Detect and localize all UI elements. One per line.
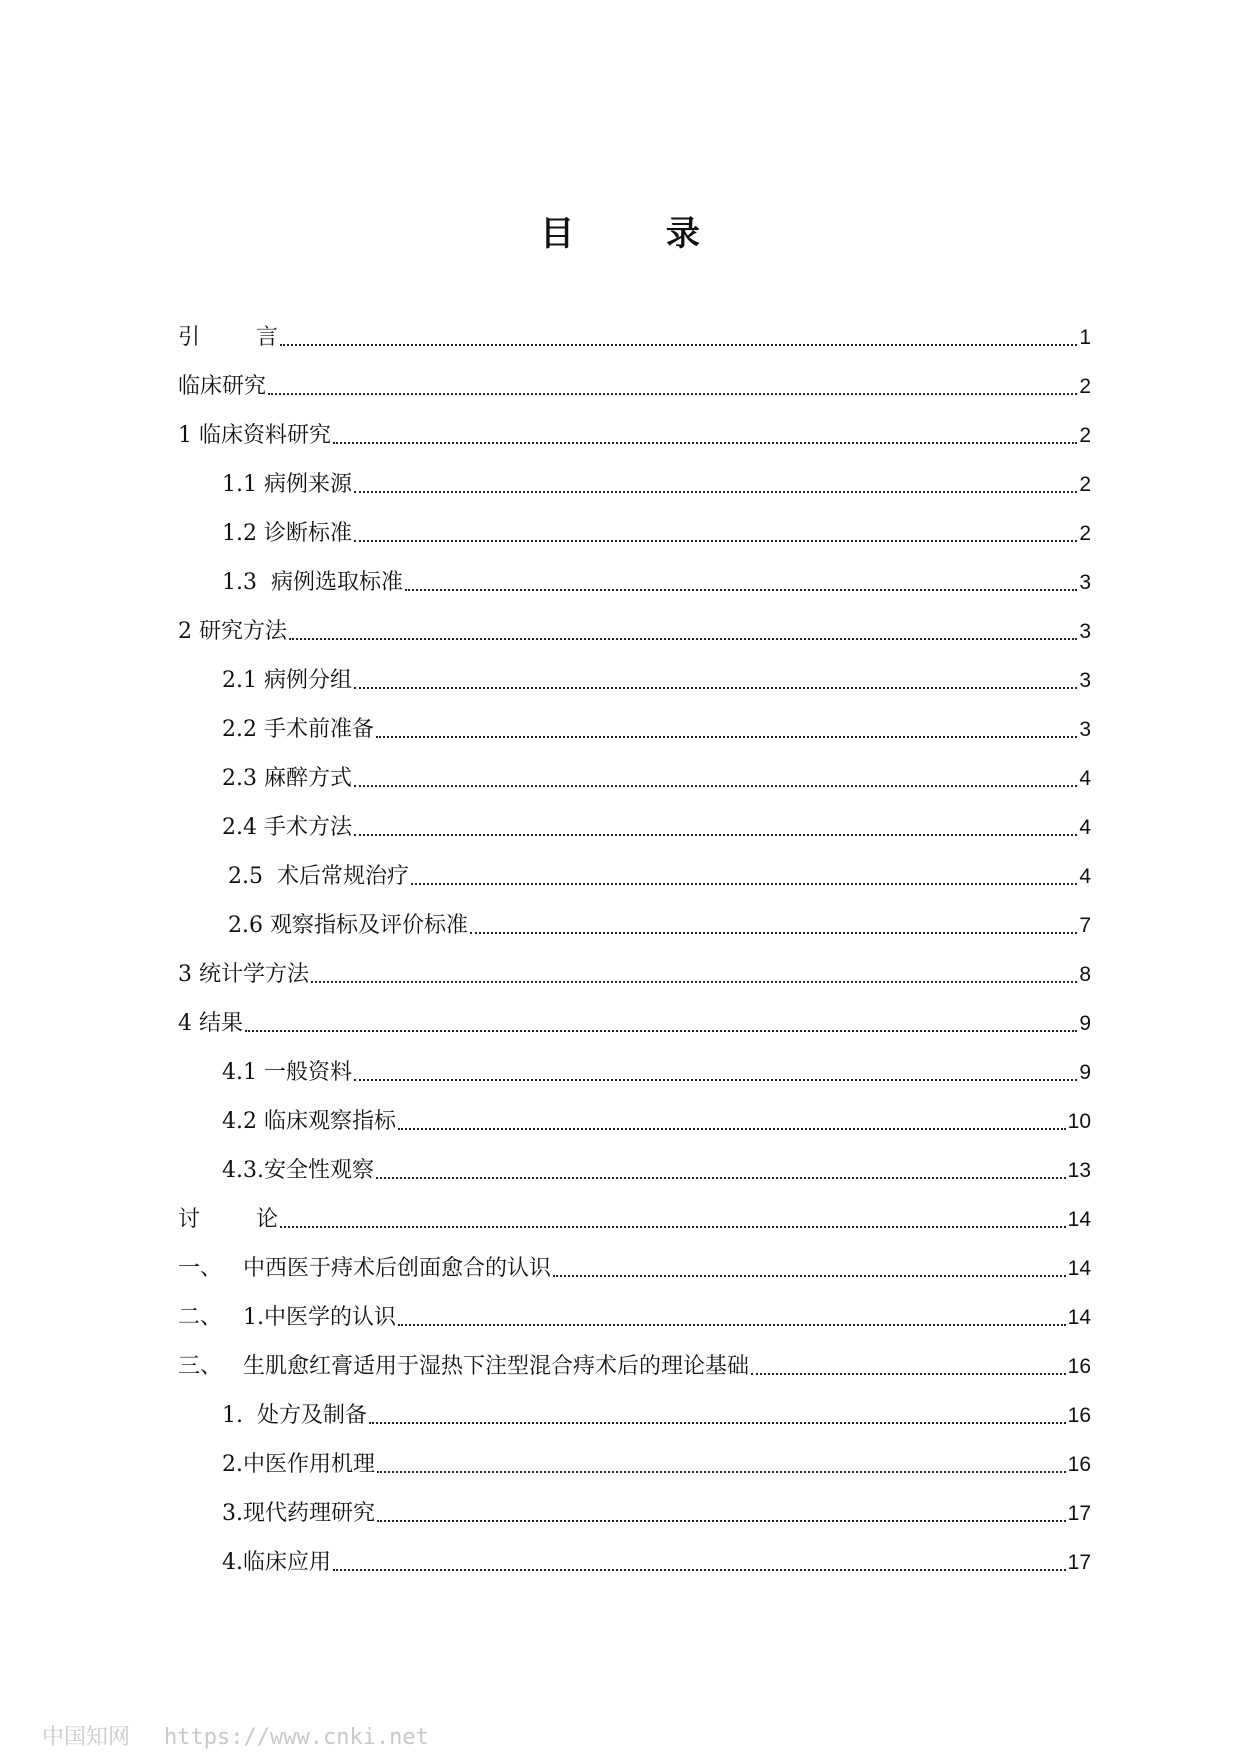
dot-leader — [369, 1422, 1066, 1424]
toc-entry[interactable] — [222, 1135, 1091, 1184]
toc-entry-label: 1.2 诊断标准 — [222, 521, 352, 546]
toc-entry-page-number: 16 — [1067, 1453, 1091, 1476]
toc-entry-page-number: 3 — [1079, 620, 1091, 643]
toc-entry[interactable] — [228, 841, 1091, 890]
page-title: 目 录 — [540, 214, 740, 254]
dot-leader — [411, 883, 1077, 885]
watermark-url: https://www.cnki.net — [164, 1725, 429, 1750]
toc-entry-page-number: 17 — [1067, 1502, 1091, 1525]
toc-entry[interactable] — [222, 449, 1091, 498]
toc-entry[interactable] — [178, 302, 1091, 351]
toc-entry[interactable] — [178, 988, 1091, 1037]
toc-entry-page-number: 4 — [1079, 816, 1091, 839]
toc-entry-label: 一、 中西医于痔术后创面愈合的认识 — [178, 1256, 551, 1281]
toc-entry-page-number: 14 — [1067, 1208, 1091, 1231]
toc-entry[interactable] — [178, 1331, 1091, 1380]
toc-entry[interactable] — [178, 400, 1091, 449]
toc-entry-label: 2 研究方法 — [178, 619, 287, 644]
toc-entry-page-number: 3 — [1079, 669, 1091, 692]
toc-entry-page-number: 1 — [1079, 326, 1091, 349]
toc-entry-page-number: 7 — [1079, 914, 1091, 937]
toc-entry[interactable] — [178, 351, 1091, 400]
dot-leader — [405, 589, 1077, 591]
dot-leader — [311, 981, 1077, 983]
toc-entry-label: 4.1 一般资料 — [222, 1060, 352, 1085]
toc-entry-label: 1 临床资料研究 — [178, 423, 331, 448]
dot-leader — [398, 1324, 1066, 1326]
dot-leader — [354, 834, 1077, 836]
toc-entry[interactable] — [178, 1184, 1091, 1233]
watermark-brand: 中国知网 — [42, 1725, 131, 1750]
toc-entry-page-number: 4 — [1079, 865, 1091, 888]
toc-entry-page-number: 8 — [1079, 963, 1091, 986]
toc-entry[interactable] — [222, 547, 1091, 596]
dot-leader — [377, 1471, 1066, 1473]
toc-entry-label: 1. 处方及制备 — [222, 1403, 367, 1428]
toc-entry-label: 1.1 病例来源 — [222, 472, 352, 497]
toc-entry-label: 4 结果 — [178, 1011, 243, 1036]
dot-leader — [553, 1275, 1066, 1277]
dot-leader — [398, 1128, 1066, 1130]
dot-leader — [354, 687, 1077, 689]
toc-entry[interactable] — [222, 1478, 1091, 1527]
toc-entry-page-number: 9 — [1079, 1061, 1091, 1084]
toc-entry-label: 2.5 术后常规治疗 — [228, 864, 409, 889]
toc-entry-label: 3.现代药理研究 — [222, 1501, 375, 1526]
toc-entry[interactable] — [178, 939, 1091, 988]
toc-entry-page-number: 3 — [1079, 571, 1091, 594]
dot-leader — [268, 393, 1077, 395]
toc-entry-label: 2.6 观察指标及评价标准 — [228, 913, 468, 938]
dot-leader — [354, 491, 1077, 493]
toc-entry-label: 三、 生肌愈红膏适用于湿热下注型混合痔术后的理论基础 — [178, 1354, 749, 1379]
toc-entry-label: 2.3 麻醉方式 — [222, 766, 352, 791]
toc-entry-page-number: 17 — [1067, 1551, 1091, 1574]
toc-entry-label: 引 言 — [178, 325, 278, 350]
table-of-contents — [0, 302, 1240, 1576]
toc-entry[interactable] — [222, 1037, 1091, 1086]
dot-leader — [333, 442, 1077, 444]
dot-leader — [354, 1079, 1077, 1081]
dot-leader — [376, 736, 1077, 738]
toc-entry-label: 3 统计学方法 — [178, 962, 309, 987]
toc-entry-page-number: 13 — [1067, 1159, 1091, 1182]
toc-entry-page-number: 2 — [1079, 375, 1091, 398]
toc-entry-label: 1.3 病例选取标准 — [222, 570, 403, 595]
toc-entry-page-number: 10 — [1067, 1110, 1091, 1133]
dot-leader — [377, 1520, 1066, 1522]
toc-entry[interactable] — [178, 596, 1091, 645]
toc-entry-label: 临床研究 — [178, 374, 267, 399]
toc-entry-label: 讨 论 — [178, 1207, 278, 1232]
toc-entry[interactable] — [222, 1527, 1091, 1576]
toc-entry[interactable] — [222, 1429, 1091, 1478]
dot-leader — [333, 1569, 1066, 1571]
toc-entry-page-number: 14 — [1067, 1257, 1091, 1280]
dot-leader — [354, 785, 1077, 787]
toc-entry[interactable] — [222, 645, 1091, 694]
toc-entry-label: 2.中医作用机理 — [222, 1452, 375, 1477]
toc-entry-page-number: 2 — [1079, 522, 1091, 545]
toc-entry-page-number: 2 — [1079, 424, 1091, 447]
dot-leader — [751, 1373, 1066, 1375]
toc-entry[interactable] — [228, 890, 1091, 939]
toc-entry-label: 4.2 临床观察指标 — [222, 1109, 396, 1134]
toc-entry-label: 二、 1.中医学的认识 — [178, 1305, 396, 1330]
toc-entry-page-number: 14 — [1067, 1306, 1091, 1329]
dot-leader — [470, 932, 1077, 934]
toc-entry[interactable] — [178, 1233, 1091, 1282]
toc-entry[interactable] — [222, 694, 1091, 743]
toc-entry-page-number: 9 — [1079, 1012, 1091, 1035]
toc-entry[interactable] — [222, 498, 1091, 547]
toc-entry-page-number: 16 — [1067, 1404, 1091, 1427]
toc-entry-page-number: 16 — [1067, 1355, 1091, 1378]
toc-entry[interactable] — [222, 743, 1091, 792]
toc-entry-label: 2.2 手术前准备 — [222, 717, 374, 742]
dot-leader — [376, 1177, 1066, 1179]
dot-leader — [280, 344, 1077, 346]
dot-leader — [245, 1030, 1077, 1032]
toc-entry[interactable] — [222, 792, 1091, 841]
toc-entry-label: 4.3.安全性观察 — [222, 1158, 374, 1183]
toc-entry-label: 4.临床应用 — [222, 1550, 331, 1575]
toc-entry-label: 2.4 手术方法 — [222, 815, 352, 840]
toc-entry-page-number: 4 — [1079, 767, 1091, 790]
toc-entry[interactable] — [222, 1380, 1091, 1429]
dot-leader — [289, 638, 1077, 640]
toc-entry[interactable] — [222, 1086, 1091, 1135]
toc-entry-page-number: 3 — [1079, 718, 1091, 741]
dot-leader — [354, 540, 1077, 542]
dot-leader — [280, 1226, 1066, 1228]
toc-entry-label: 2.1 病例分组 — [222, 668, 352, 693]
toc-entry-page-number: 2 — [1079, 473, 1091, 496]
watermark — [42, 1720, 429, 1751]
toc-entry[interactable] — [178, 1282, 1091, 1331]
